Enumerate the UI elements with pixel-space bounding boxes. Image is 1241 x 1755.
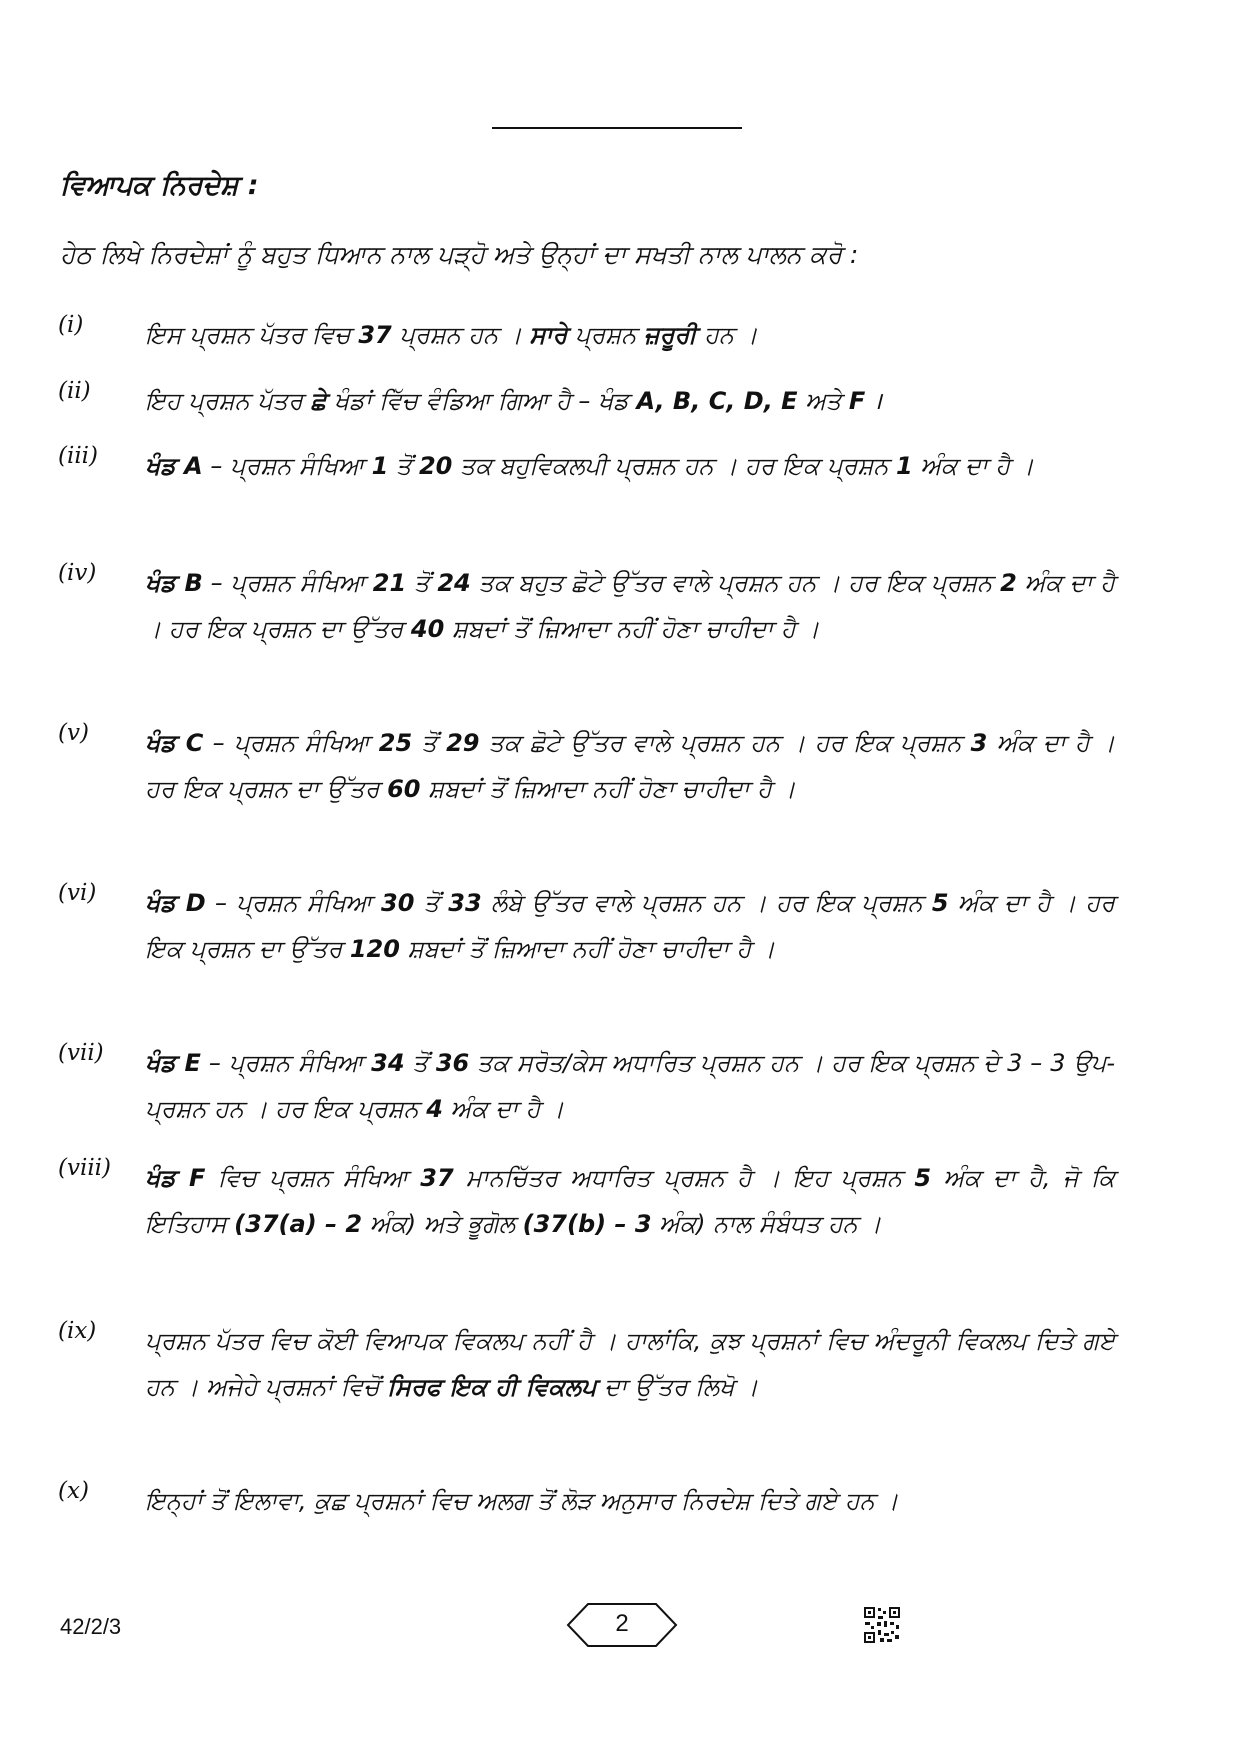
- item-number: (iii): [58, 443, 99, 469]
- page-number: 2: [615, 1610, 629, 1637]
- item-number: (x): [58, 1478, 89, 1504]
- item-number: (i): [58, 312, 84, 338]
- qr-code-icon: [863, 1606, 901, 1644]
- top-divider-rule: [492, 127, 742, 129]
- item-text: ਇਹ ਪ੍ਰਸ਼ਨ ਪੱਤਰ ਛੇ ਖੰਡਾਂ ਵਿੱਚ ਵੰਡਿਆ ਗਿਆ ਹੈ – ਖੰਡ A, B, C, D, E ਅਤੇ F ।: [145, 387, 882, 415]
- item-number: (iv): [58, 560, 97, 586]
- item-text: ਖੰਡ B – ਪ੍ਰਸ਼ਨ ਸੰਖਿਆ 21 ਤੋਂ 24 ਤਕ ਬਹੁਤ ਛੋਟੇ ਉੱਤਰ ਵਾਲੇ ਪ੍ਰਸ਼ਨ ਹਨ । ਹਰ ਇਕ ਪ੍ਰਸ਼ਨ 2 ਅੰਕ ਦਾ ਹੈ । ਹਰ ਇਕ ਪ੍ਰਸ਼ਨ ਦਾ ਉੱਤਰ 40 ਸ਼ਬਦਾਂ ਤੋਂ ਜ਼ਿਆਦਾ ਨਹੀਂ ਹੋਣਾ ਚਾਹੀਦਾ ਹੈ ।: [145, 569, 1115, 643]
- item-text: ਪ੍ਰਸ਼ਨ ਪੱਤਰ ਵਿਚ ਕੋਈ ਵਿਆਪਕ ਵਿਕਲਪ ਨਹੀਂ ਹੈ । ਹਾਲਾਂਕਿ, ਕੁਝ ਪ੍ਰਸ਼ਨਾਂ ਵਿਚ ਅੰਦਰੂਨੀ ਵਿਕਲਪ ਦਿਤੇ ਗਏ ਹਨ । ਅਜੇਹੇ ਪ੍ਰਸ਼ਨਾਂ ਵਿਚੋਂ ਸਿਰਫ ਇਕ ਹੀ ਵਿਕਲਪ ਦਾ ਉੱਤਰ ਲਿਖੋ ।: [145, 1327, 1115, 1401]
- item-text: ਇਸ ਪ੍ਰਸ਼ਨ ਪੱਤਰ ਵਿਚ 37 ਪ੍ਰਸ਼ਨ ਹਨ । ਸਾਰੇ ਪ੍ਰਸ਼ਨ ਜ਼ਰੂਰੀ ਹਨ ।: [145, 321, 758, 349]
- item-text: ਖੰਡ E – ਪ੍ਰਸ਼ਨ ਸੰਖਿਆ 34 ਤੋਂ 36 ਤਕ ਸਰੋਤ/ਕੇਸ ਅਧਾਰਿਤ ਪ੍ਰਸ਼ਨ ਹਨ । ਹਰ ਇਕ ਪ੍ਰਸ਼ਨ ਦੇ 3 – 3 ਉਪ-ਪ੍ਰਸ਼ਨ ਹਨ । ਹਰ ਇਕ ਪ੍ਰਸ਼ਨ 4 ਅੰਕ ਦਾ ਹੈ ।: [145, 1049, 1115, 1123]
- item-text: ਖੰਡ C – ਪ੍ਰਸ਼ਨ ਸੰਖਿਆ 25 ਤੋਂ 29 ਤਕ ਛੋਟੇ ਉੱਤਰ ਵਾਲੇ ਪ੍ਰਸ਼ਨ ਹਨ । ਹਰ ਇਕ ਪ੍ਰਸ਼ਨ 3 ਅੰਕ ਦਾ ਹੈ । ਹਰ ਇਕ ਪ੍ਰਸ਼ਨ ਦਾ ਉੱਤਰ 60 ਸ਼ਬਦਾਂ ਤੋਂ ਜ਼ਿਆਦਾ ਨਹੀਂ ਹੋਣਾ ਚਾਹੀਦਾ ਹੈ ।: [145, 729, 1115, 803]
- item-text: ਖੰਡ F ਵਿਚ ਪ੍ਰਸ਼ਨ ਸੰਖਿਆ 37 ਮਾਨਚਿੱਤਰ ਅਧਾਰਿਤ ਪ੍ਰਸ਼ਨ ਹੈ । ਇਹ ਪ੍ਰਸ਼ਨ 5 ਅੰਕ ਦਾ ਹੈ, ਜੋ ਕਿ ਇਤਿਹਾਸ (37(a) – 2 ਅੰਕ) ਅਤੇ ਭੂਗੋਲ (37(b) – 3 ਅੰਕ) ਨਾਲ ਸੰਬੰਧਤ ਹਨ ।: [145, 1164, 1115, 1238]
- item-text: ਖੰਡ A – ਪ੍ਰਸ਼ਨ ਸੰਖਿਆ 1 ਤੋਂ 20 ਤਕ ਬਹੁਵਿਕਲਪੀ ਪ੍ਰਸ਼ਨ ਹਨ । ਹਰ ਇਕ ਪ੍ਰਸ਼ਨ 1 ਅੰਕ ਦਾ ਹੈ ।: [145, 452, 1034, 480]
- item-text: ਖੰਡ D – ਪ੍ਰਸ਼ਨ ਸੰਖਿਆ 30 ਤੋਂ 33 ਲੰਬੇ ਉੱਤਰ ਵਾਲੇ ਪ੍ਰਸ਼ਨ ਹਨ । ਹਰ ਇਕ ਪ੍ਰਸ਼ਨ 5 ਅੰਕ ਦਾ ਹੈ । ਹਰ ਇਕ ਪ੍ਰਸ਼ਨ ਦਾ ਉੱਤਰ 120 ਸ਼ਬਦਾਂ ਤੋਂ ਜ਼ਿਆਦਾ ਨਹੀਂ ਹੋਣਾ ਚਾਹੀਦਾ ਹੈ ।: [145, 889, 1116, 963]
- instructions-intro: ਹੇਠ ਲਿਖੇ ਨਿਰਦੇਸ਼ਾਂ ਨੂੰ ਬਹੁਤ ਧਿਆਨ ਨਾਲ ਪੜ੍ਹੋ ਅਤੇ ਉਨ੍ਹਾਂ ਦਾ ਸਖਤੀ ਨਾਲ ਪਾਲਨ ਕਰੋ :: [60, 240, 859, 269]
- item-number: (vi): [58, 880, 97, 906]
- item-text: ਇਨ੍ਹਾਂ ਤੋਂ ਇਲਾਵਾ, ਕੁਛ ਪ੍ਰਸ਼ਨਾਂ ਵਿਚ ਅਲਗ ਤੋਂ ਲੋੜ ਅਨੁਸਾਰ ਨਿਰਦੇਸ਼ ਦਿਤੇ ਗਏ ਹਨ ।: [145, 1487, 899, 1515]
- item-number: (ix): [58, 1318, 97, 1344]
- item-number: (v): [58, 720, 89, 746]
- item-number: (ii): [58, 378, 91, 404]
- paper-code: 42/2/3: [60, 1614, 122, 1639]
- item-number: (viii): [58, 1155, 112, 1181]
- page-number-badge: [566, 1602, 678, 1648]
- instructions-heading: ਵਿਆਪਕ ਨਿਰਦੇਸ਼ :: [60, 170, 259, 201]
- item-number: (vii): [58, 1040, 104, 1066]
